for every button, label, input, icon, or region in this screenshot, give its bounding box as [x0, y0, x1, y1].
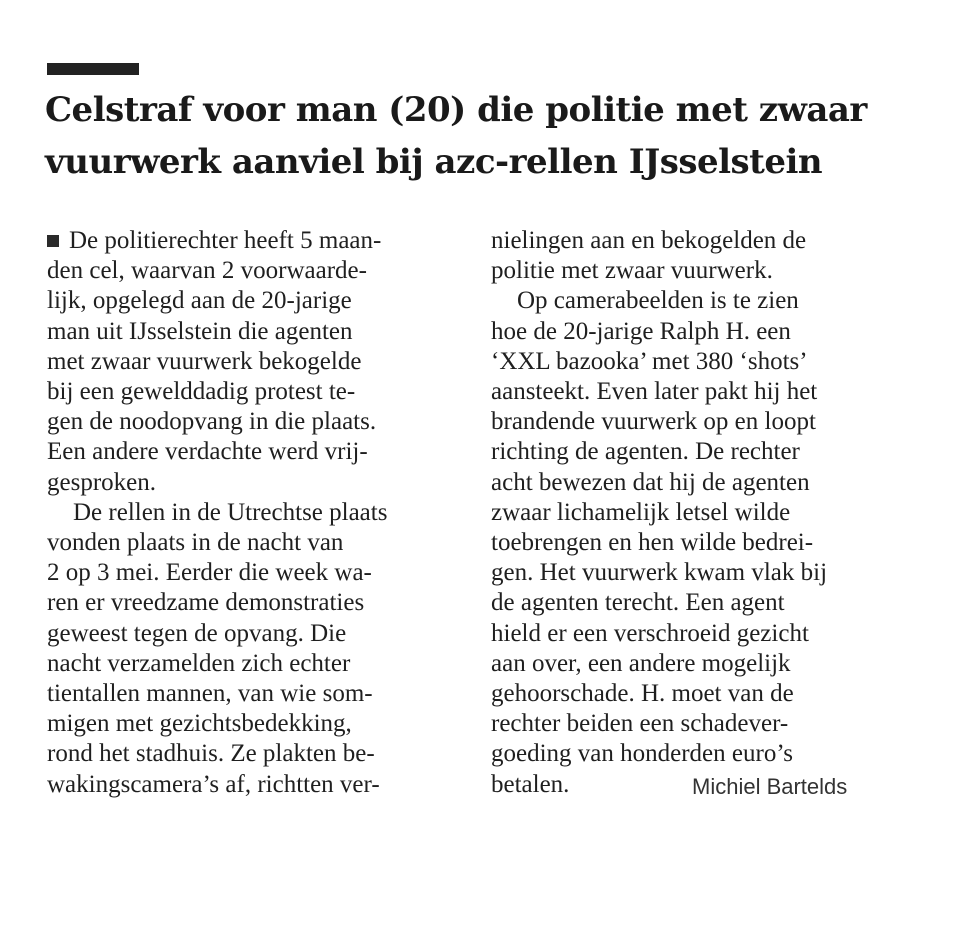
body-line: 2 op 3 mei. Eerder die week wa-	[47, 559, 372, 587]
left-column	[47, 226, 457, 800]
body-line: gen de noodopvang in die plaats.	[47, 408, 377, 436]
author-byline: Michiel Bartelds	[692, 773, 848, 799]
body-line: hield er een verschroeid gezicht	[491, 619, 809, 647]
body-line: den cel, waarvan 2 voorwaarde-	[47, 257, 367, 285]
body-line: geweest tegen de opvang. Die	[47, 619, 347, 647]
body-line: gen. Het vuurwerk kwam vlak bij	[491, 559, 828, 587]
body-line: wakingscamera’s af, richtten ver-	[47, 770, 380, 798]
body-line: nielingen aan en bekogelden de	[491, 227, 807, 254]
body-line: lijk, opgelegd aan de 20-jarige	[47, 287, 352, 315]
headline-line: vuurwerk aanviel bij azc-rellen IJsselstein	[45, 142, 823, 182]
body-line: gehoorschade. H. moet van de	[491, 680, 794, 708]
body-line: rechter beiden een schadever-	[491, 710, 789, 738]
body-line: met zwaar vuurwerk bekogelde	[47, 347, 362, 375]
kicker-bar	[47, 63, 139, 75]
body-line: Een andere verdachte werd vrij-	[47, 438, 368, 466]
body-line: De politierechter heeft 5 maan-	[69, 227, 382, 254]
body-line: brandende vuurwerk op en loopt	[491, 408, 816, 436]
body-line: De rellen in de Utrechtse plaats	[73, 498, 388, 526]
body-line: toebrengen en hen wilde bedrei-	[491, 529, 814, 557]
body-line: ‘XXL bazooka’ met 380 ‘shots’	[491, 347, 808, 375]
body-line: rond het stadhuis. Ze plakten be-	[47, 740, 375, 768]
body-line: vonden plaats in de nacht van	[47, 529, 344, 557]
body-line: migen met gezichtsbedekking,	[47, 710, 352, 738]
body-line: gesproken.	[47, 468, 156, 496]
body-line: aansteekt. Even later pakt hij het	[491, 378, 818, 406]
body-line: ren er vreedzame demonstraties	[47, 589, 365, 617]
body-line: politie met zwaar vuurwerk.	[491, 257, 773, 285]
body-line: man uit IJsselstein die agenten	[47, 317, 353, 345]
first-line	[47, 226, 457, 256]
body-line: de agenten terecht. Een agent	[491, 589, 785, 617]
body-line: goeding van honderden euro’s	[491, 740, 794, 768]
body-line: zwaar lichamelijk letsel wilde	[491, 498, 791, 526]
body-line: Op camerabeelden is te zien	[517, 287, 799, 315]
body-line: hoe de 20-jarige Ralph H. een	[491, 317, 791, 345]
body-line: acht bewezen dat hij de agenten	[491, 468, 810, 496]
headline-line: Celstraf voor man (20) die politie met zwaar	[45, 90, 867, 130]
body-line: bij een gewelddadig protest te-	[47, 378, 356, 406]
body-line: aan over, een andere mogelijk	[491, 649, 791, 677]
body-line: nacht verzamelden zich echter	[47, 649, 351, 677]
article-headline	[45, 84, 925, 188]
paragraph-start-square-icon	[47, 235, 59, 247]
last-line	[491, 770, 901, 800]
body-line: betalen.	[491, 770, 570, 798]
body-line: tientallen mannen, van wie som-	[47, 680, 373, 708]
right-column	[491, 226, 901, 800]
body-line: richting de agenten. De rechter	[491, 438, 800, 466]
